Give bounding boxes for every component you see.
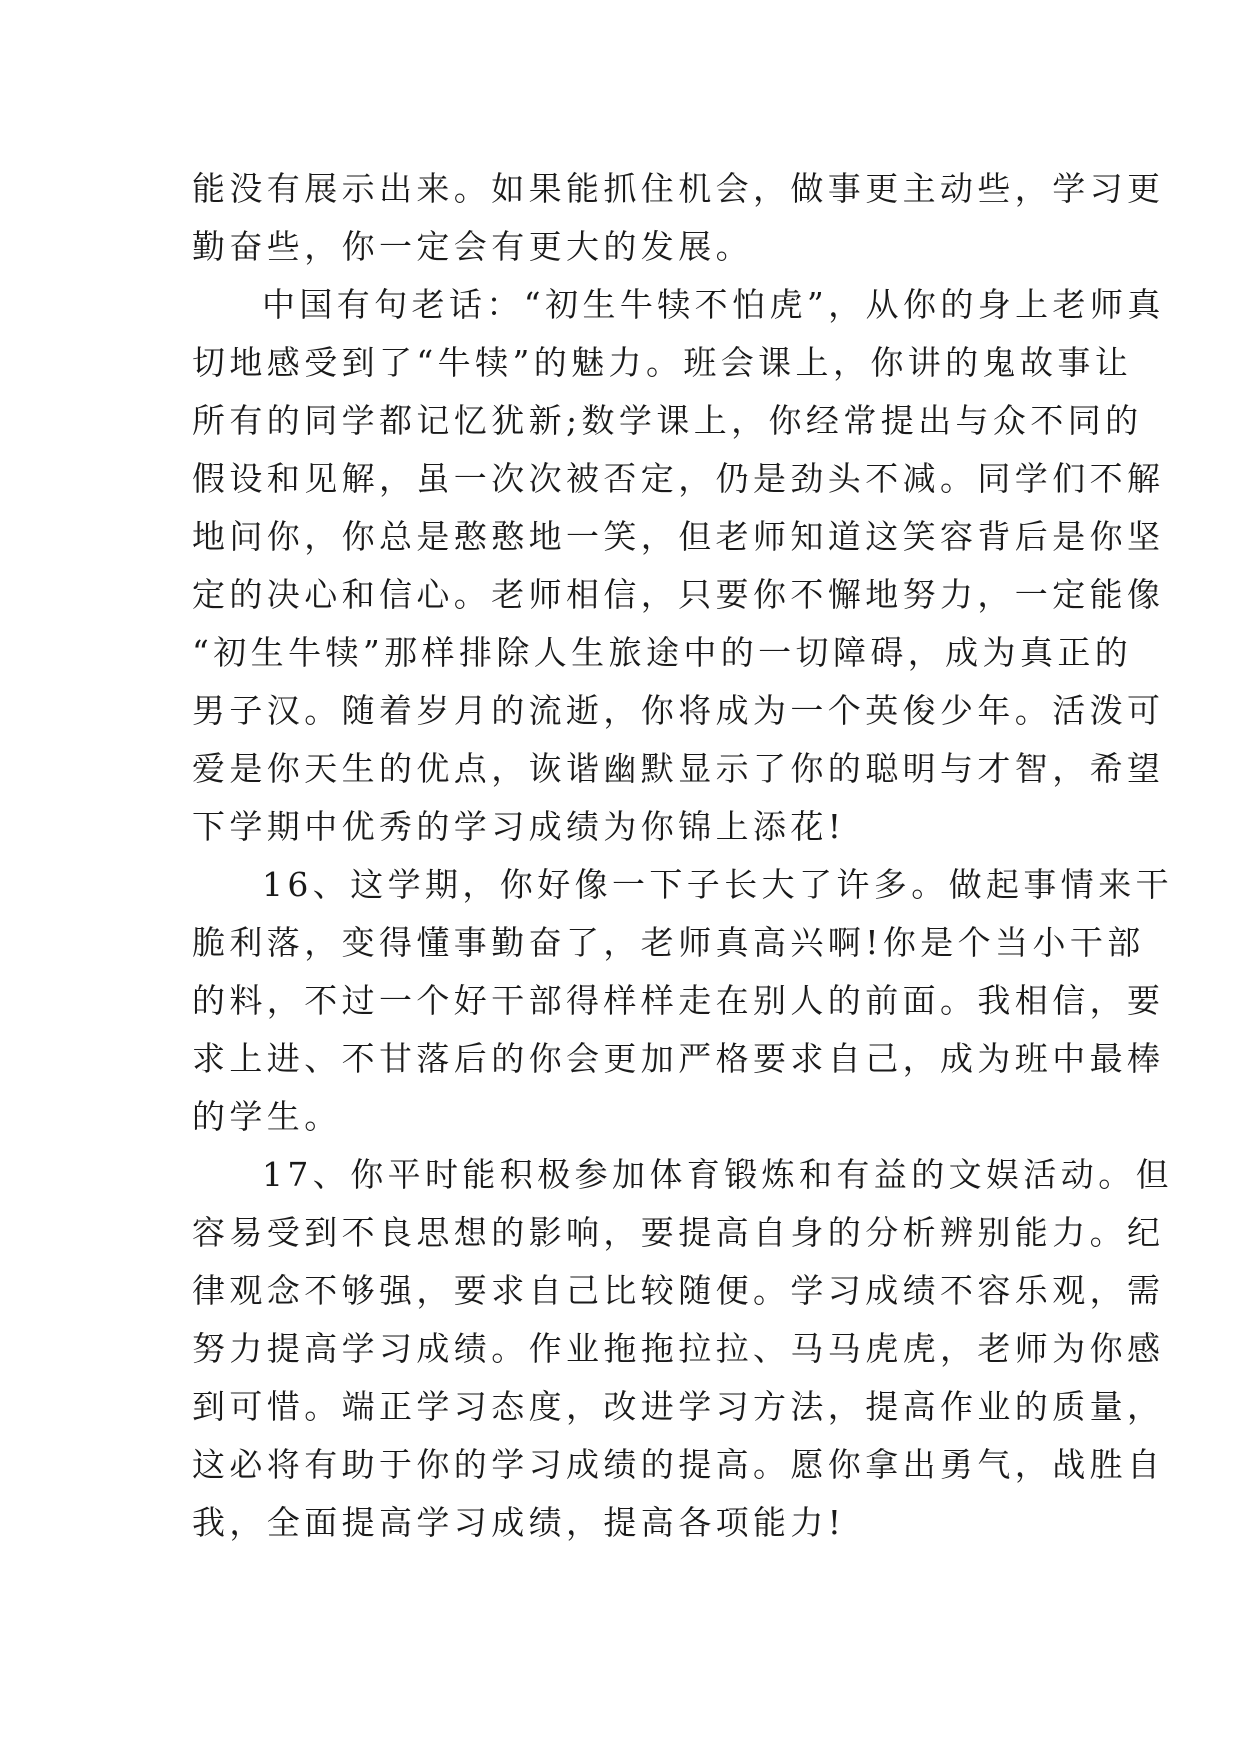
paragraph-4-line-2: 容易受到不良思想的影响，要提高自身的分析辨别能力。纪 bbox=[192, 1213, 1165, 1252]
paragraph-3-line-5: 的学生。 bbox=[192, 1097, 342, 1136]
paragraph-2-line-10: 下学期中优秀的学习成绩为你锦上添花! bbox=[192, 807, 846, 846]
paragraph-2-line-8: 男子汉。随着岁月的流逝，你将成为一个英俊少年。活泼可 bbox=[192, 691, 1165, 730]
paragraph-2-line-1: 中国有句老话：“初生牛犊不怕虎”，从你的身上老师真 bbox=[262, 285, 1165, 324]
paragraph-4-line-7: 我，全面提高学习成绩，提高各项能力! bbox=[192, 1503, 846, 1542]
paragraph-2-line-3: 所有的同学都记忆犹新;数学课上，你经常提出与众不同的 bbox=[192, 401, 1143, 440]
paragraph-3-line-1: 16、这学期，你好像一下子长大了许多。做起事情来干 bbox=[262, 865, 1173, 904]
paragraph-2-line-7: “初生牛犊”那样排除人生旅途中的一切障碍，成为真正的 bbox=[192, 633, 1133, 672]
document-body bbox=[192, 160, 1173, 1552]
paragraph-2-line-5: 地问你，你总是憨憨地一笑，但老师知道这笑容背后是你坚 bbox=[192, 517, 1165, 556]
paragraph-4-line-3: 律观念不够强，要求自己比较随便。学习成绩不容乐观，需 bbox=[192, 1271, 1165, 1310]
paragraph-3-line-4: 求上进、不甘落后的你会更加严格要求自己，成为班中最棒 bbox=[192, 1039, 1165, 1078]
paragraph-1-line-2: 勤奋些，你一定会有更大的发展。 bbox=[192, 227, 753, 266]
paragraph-4-line-6: 这必将有助于你的学习成绩的提高。愿你拿出勇气，战胜自 bbox=[192, 1445, 1165, 1484]
paragraph-2-line-2: 切地感受到了“牛犊”的魅力。班会课上，你讲的鬼故事让 bbox=[192, 343, 1133, 382]
paragraph-3-line-3: 的料，不过一个好干部得样样走在别人的前面。我相信，要 bbox=[192, 981, 1165, 1020]
paragraph-2-line-9: 爱是你天生的优点，诙谐幽默显示了你的聪明与才智，希望 bbox=[192, 749, 1165, 788]
paragraph-4-line-4: 努力提高学习成绩。作业拖拖拉拉、马马虎虎，老师为你感 bbox=[192, 1329, 1165, 1368]
paragraph-4-line-5: 到可惜。端正学习态度，改进学习方法，提高作业的质量， bbox=[192, 1387, 1165, 1426]
paragraph-3-line-2: 脆利落，变得懂事勤奋了，老师真高兴啊!你是个当小干部 bbox=[192, 923, 1145, 962]
paragraph-1-line-1: 能没有展示出来。如果能抓住机会，做事更主动些，学习更 bbox=[192, 169, 1165, 208]
paragraph-4-line-1: 17、你平时能积极参加体育锻炼和有益的文娱活动。但 bbox=[262, 1155, 1173, 1194]
paragraph-2-line-4: 假设和见解，虽一次次被否定，仍是劲头不减。同学们不解 bbox=[192, 459, 1165, 498]
paragraph-2-line-6: 定的决心和信心。老师相信，只要你不懈地努力，一定能像 bbox=[192, 575, 1165, 614]
